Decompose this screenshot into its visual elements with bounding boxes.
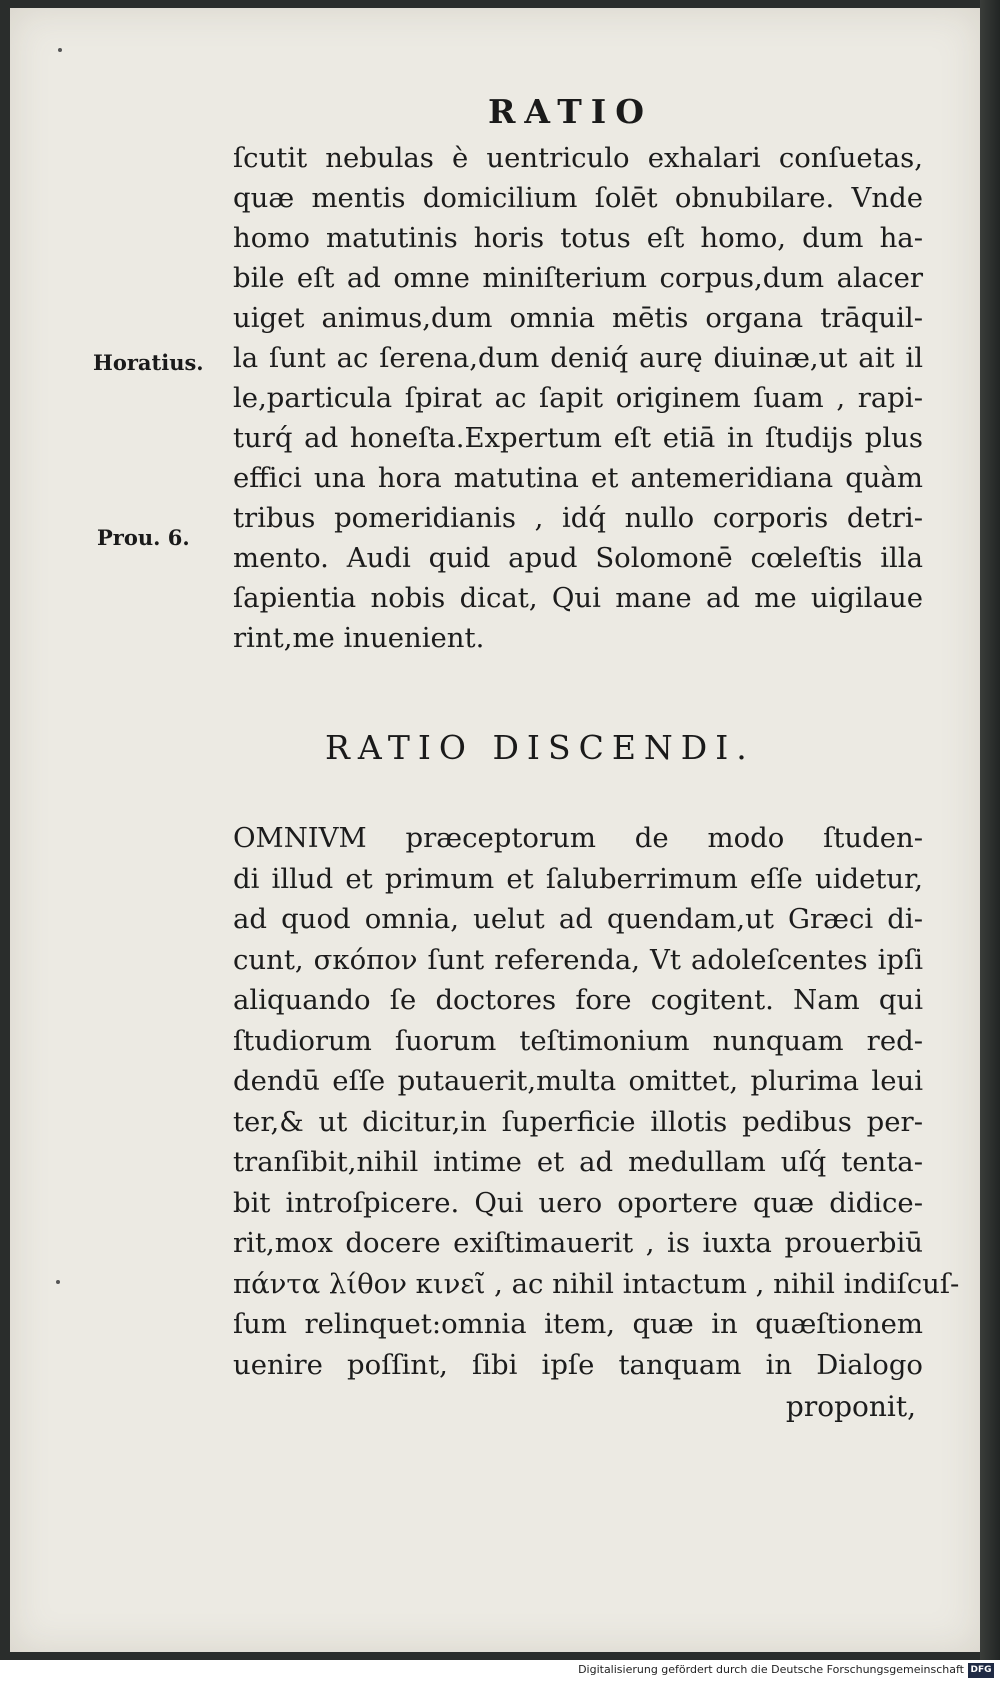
text-line: la ſunt ac ſerena,dum deniq́ aurę diuinæ,ut ait il [233, 342, 923, 374]
text-line: bit introſpicere. Qui uero oportere quæ didice- [233, 1186, 923, 1219]
text-line: ſtudiorum ſuorum teſtimonium nunquam red- [233, 1024, 923, 1057]
paragraph-2 [233, 818, 960, 1385]
section-heading: RATIO DISCENDI. [325, 728, 755, 767]
text-line: le,particula ſpirat ac ſapit originem ſuam , rapi- [233, 382, 923, 414]
text-line: OMNIVM præceptorum de modo ſtuden- [233, 822, 923, 854]
text-line: ſapientia nobis dicat, Qui mane ad me uigilaue [233, 582, 923, 614]
text-line: di illud et primum et ſaluberrimum eſſe uidetur, [233, 862, 923, 895]
text-line: turq́ ad honeſta.Expertum eſt etiā in ſtudijs plus [233, 422, 923, 454]
text-line: tranſibit,nihil intime et ad medullam uſq́ tenta- [233, 1146, 923, 1178]
text-line: ſcutit nebulas è uentriculo exhalari conſuetas, [233, 142, 923, 174]
margin-note-prov: Prou. 6. [97, 525, 190, 550]
text-line: ſum relinquet:omnia item, quæ in quæſtionem [233, 1308, 923, 1340]
catchword: proponit, [785, 1390, 916, 1423]
text-line: aliquando ſe doctores fore cogitent. Nam qui [233, 984, 923, 1016]
text-line: rit,mox docere exiſtimauerit , is iuxta prouerbiū [233, 1227, 923, 1259]
paragraph-1 [233, 138, 923, 658]
text-line: ad quod omnia, uelut ad quendam,ut Græci di- [233, 903, 923, 935]
text-line: cunt, σκόπον ſunt referenda, Vt adoleſcentes ipſi [233, 943, 923, 976]
text-line: rint,me inuenient. [233, 622, 485, 654]
text-line: uenire poſſint, ſibi ipſe tanquam in Dialogo [233, 1348, 923, 1381]
text-line: homo matutinis horis totus eſt homo, dum ha- [233, 222, 923, 254]
footer-credit: Digitalisierung gefördert durch die Deutsche Forschungsgemeinschaft [578, 1663, 964, 1676]
running-head: RATIO [488, 92, 653, 131]
book-edge [980, 0, 1000, 1660]
paper-speck [56, 1280, 60, 1284]
text-line: bile eſt ad omne miniſterium corpus,dum alacer [233, 262, 923, 294]
text-line: ter,& ut dicitur,in ſuperficie illotis pedibus per- [233, 1105, 923, 1138]
paper-speck [58, 48, 62, 52]
text-line: tribus pomeridianis , idq́ nullo corporis detri- [233, 502, 923, 534]
margin-note-horatius: Horatius. [93, 350, 204, 375]
dfg-logo-icon: DFG [968, 1663, 994, 1678]
text-line: uiget animus,dum omnia mētis organa trāquil- [233, 302, 923, 334]
text-line: effici una hora matutina et antemeridiana quàm [233, 462, 923, 494]
text-line: quæ mentis domicilium ſolēt obnubilare. Vnde [233, 182, 923, 214]
text-line: dendū eſſe putauerit,multa omittet, plurima leui [233, 1065, 923, 1097]
text-line: πάντα λίθον κινεῖ , ac nihil intactum , nihil indiſcuſ- [233, 1267, 960, 1300]
text-line: mento. Audi quid apud Solomonē cœleſtis illa [233, 542, 923, 574]
